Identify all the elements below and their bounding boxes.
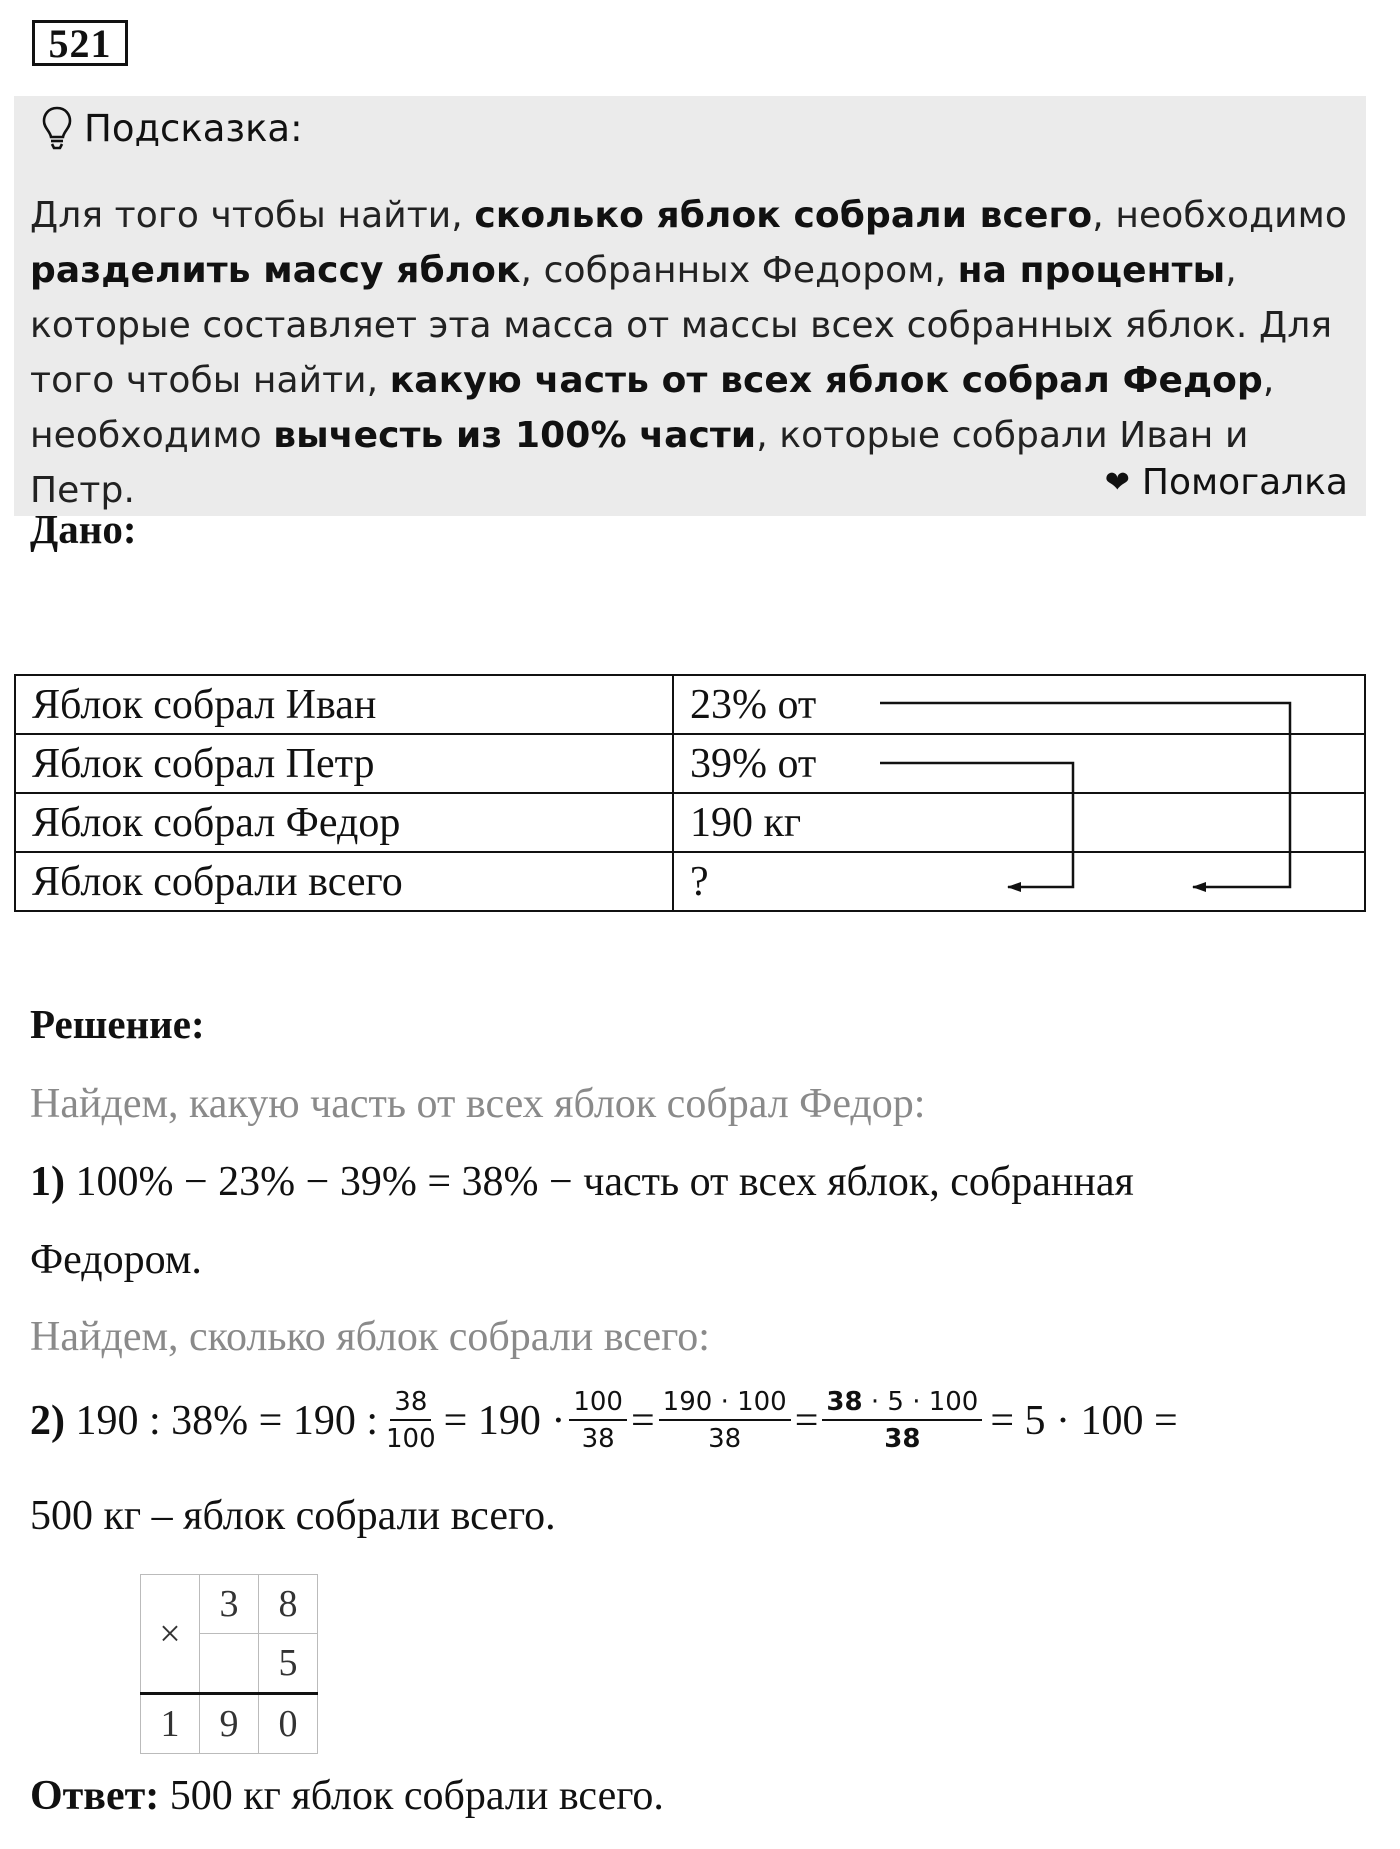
fraction — [659, 1388, 791, 1453]
step2-number: 2) — [30, 1398, 65, 1444]
grid-cell: 5 — [259, 1634, 318, 1694]
answer-label: Ответ: — [30, 1773, 160, 1819]
step1-text: 100% − 23% − 39% = 38% − часть от всех яблок, собранная — [65, 1159, 1134, 1205]
fraction-numerator: 38 — [390, 1388, 431, 1421]
hint-emphasis: на проценты — [957, 250, 1226, 291]
fraction-numerator-bold: 38 — [826, 1387, 863, 1418]
given-label: Яблок собрал Петр — [15, 734, 673, 793]
fraction-numerator — [822, 1388, 982, 1421]
given-label: Яблок собрал Федор — [15, 793, 673, 852]
hint-emphasis: сколько яблок собрали всего — [474, 195, 1093, 236]
fraction-numerator-rest: · 5 · 100 — [862, 1387, 979, 1418]
grid-cell — [200, 1634, 259, 1694]
given-value: 190 кг — [673, 793, 1365, 852]
given-label: Яблок собрали всего — [15, 852, 673, 911]
fraction — [822, 1388, 982, 1453]
step2-text-a: 190 : 38% = 190 : — [65, 1398, 379, 1444]
hint-run: , собранных Федором, — [520, 250, 958, 291]
grid-result-row — [141, 1694, 318, 1754]
grid-cell: 9 — [200, 1694, 259, 1754]
fraction-numerator: 190 · 100 — [659, 1388, 791, 1421]
grid-cell: 3 — [200, 1575, 259, 1634]
problem-number: 521 — [32, 20, 128, 66]
hint-emphasis: разделить массу яблок — [30, 250, 521, 291]
fraction-denominator-bold: 38 — [884, 1424, 921, 1454]
step2-text-c: = — [630, 1398, 655, 1444]
given-value: 23% от — [673, 675, 1365, 734]
multiply-sign: × — [141, 1575, 200, 1694]
fraction — [382, 1388, 440, 1453]
step2-text-e: = 5 · 100 = — [990, 1398, 1178, 1444]
heart-icon: ❤ — [1104, 465, 1130, 500]
step1-intro: Найдем, какую часть от всех яблок собрал Федор: — [30, 1081, 926, 1127]
fraction-denominator: 38 — [708, 1424, 742, 1454]
solution-heading: Решение: — [30, 1001, 205, 1047]
grid-cell: 0 — [259, 1694, 318, 1754]
fraction-denominator: 38 — [581, 1424, 615, 1454]
step1-continuation: Федором. — [30, 1237, 202, 1283]
hint-credit-label: Помогалка — [1141, 462, 1348, 503]
fraction-denominator — [880, 1421, 924, 1454]
fraction — [569, 1388, 627, 1453]
hint-title-text: Подсказка: — [84, 106, 303, 150]
grid-row — [141, 1575, 318, 1634]
given-heading: Дано: — [30, 506, 137, 552]
hint-run: , которые составляет эта масса от массы всех собранных яблок. Для того чтобы найти, — [30, 250, 1333, 401]
grid-cell: 8 — [259, 1575, 318, 1634]
hint-emphasis: какую часть от всех яблок собрал Федор — [389, 360, 1263, 401]
arrow-petr-to-total — [880, 763, 1073, 887]
fraction-numerator: 100 — [569, 1388, 627, 1421]
hint-run: , необходимо — [30, 360, 1275, 456]
step2-text-d: = — [794, 1398, 819, 1444]
step2-text-b: = 190 · — [443, 1398, 566, 1444]
step2-continuation: 500 кг – яблок собрали всего. — [30, 1493, 556, 1539]
answer-text: 500 кг яблок собрали всего. — [159, 1773, 664, 1819]
grid-cell: 1 — [141, 1694, 200, 1754]
hint-emphasis: вычесть из 100% части — [273, 415, 757, 456]
given-value: 39% от — [673, 734, 1365, 793]
arrow-ivan-to-total — [880, 703, 1290, 887]
given-label: Яблок собрал Иван — [15, 675, 673, 734]
hint-run: Для того чтобы найти, — [30, 195, 475, 236]
step2-intro: Найдем, сколько яблок собрали всего: — [30, 1314, 710, 1360]
given-value: ? — [673, 852, 1365, 911]
column-multiplication — [140, 1574, 318, 1754]
step1-number: 1) — [30, 1159, 65, 1205]
hint-run: , необходимо — [1092, 195, 1348, 236]
hint-run: , которые собрали Иван и Петр. — [30, 415, 1249, 511]
step1-line — [30, 1158, 1134, 1206]
step2-line — [30, 1386, 1178, 1456]
fraction-denominator: 100 — [386, 1424, 436, 1454]
answer-line — [30, 1772, 664, 1820]
